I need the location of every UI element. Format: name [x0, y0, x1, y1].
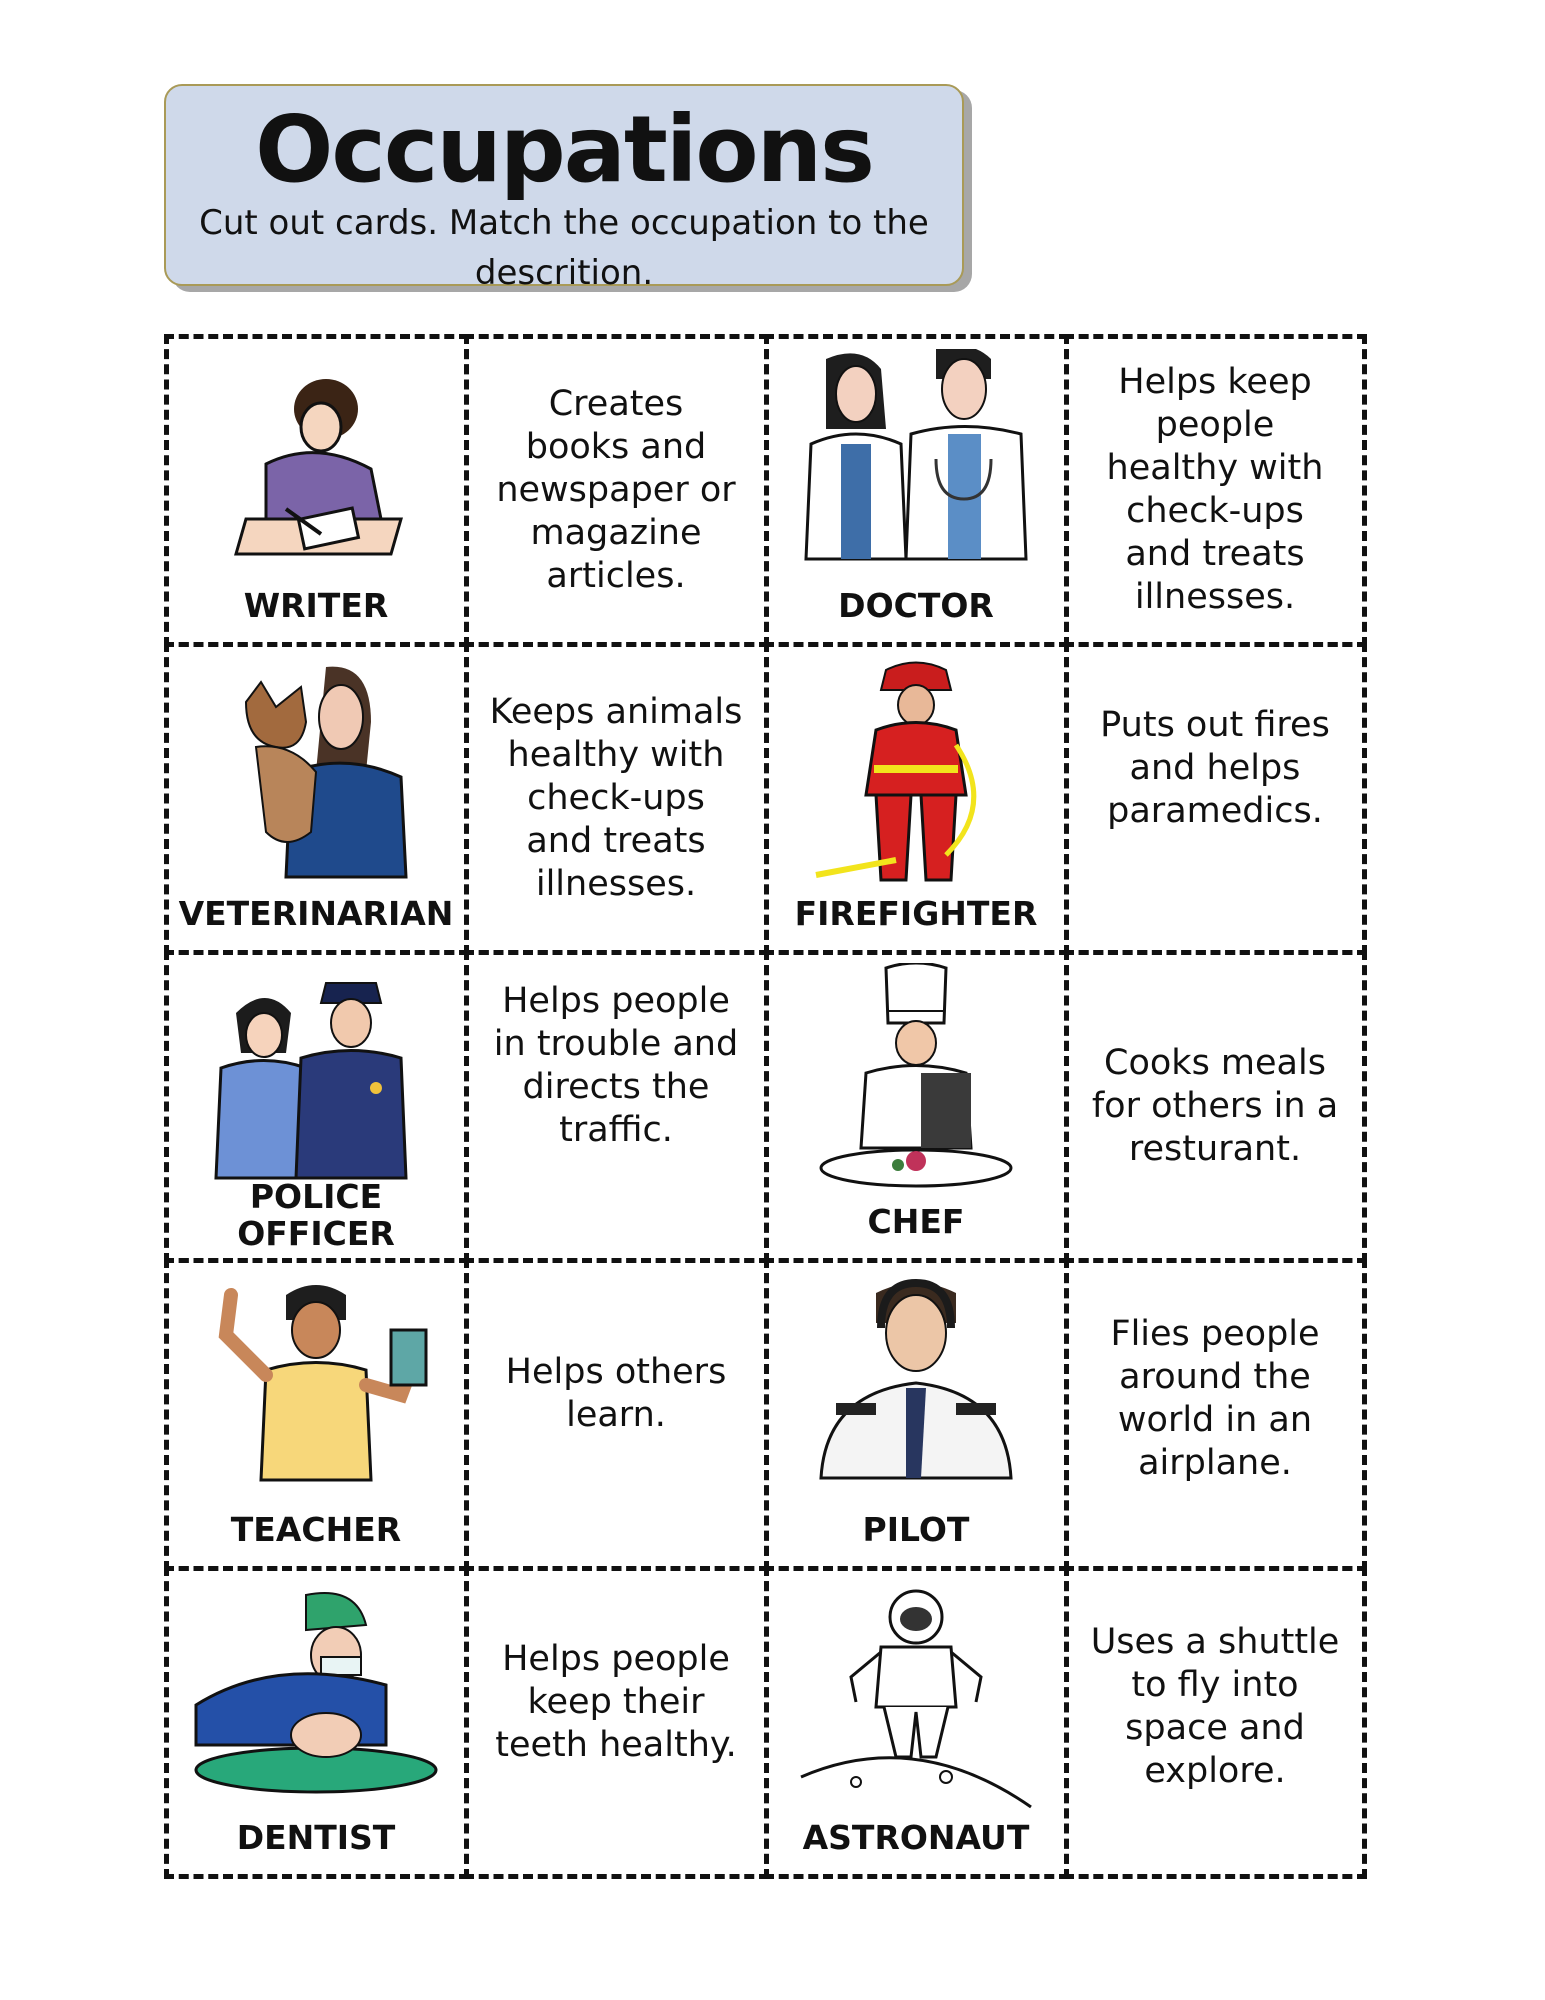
- occupation-label: CHEF: [867, 1201, 965, 1241]
- description-text: Cooks meals for others in a resturant.: [1091, 1042, 1339, 1169]
- description-text: Helps others learn.: [505, 1352, 727, 1435]
- page-title: Occupations: [255, 96, 873, 203]
- veterinarian-icon: [206, 662, 426, 882]
- description-card[interactable]: [1064, 642, 1367, 955]
- occupation-card[interactable]: [764, 334, 1069, 647]
- occupation-label: ASTRONAUT: [802, 1817, 1030, 1857]
- occupation-card[interactable]: [764, 950, 1069, 1263]
- occupation-label: DENTIST: [236, 1817, 396, 1857]
- description-card[interactable]: [1064, 1258, 1367, 1571]
- doctors-icon: [786, 349, 1046, 569]
- description-text: Puts out fires and helps paramedics.: [1100, 704, 1330, 831]
- card-grid: [166, 336, 1364, 1876]
- occupation-card[interactable]: [764, 642, 1069, 955]
- description-text: Helps people in trouble and directs the traffic.: [493, 981, 739, 1150]
- astronaut-icon: [796, 1577, 1036, 1817]
- description-card[interactable]: [464, 1566, 769, 1879]
- description-text: Helps keep people healthy with check-ups and treats illnesses.: [1106, 362, 1324, 617]
- chef-icon: [806, 963, 1026, 1203]
- description-card[interactable]: [1064, 334, 1367, 647]
- police-officers-icon: [206, 973, 426, 1183]
- page-instructions: Cut out cards. Match the occupation to the descrition.: [199, 203, 929, 293]
- pilot-icon: [796, 1273, 1036, 1493]
- occupation-card[interactable]: [764, 1566, 1069, 1879]
- occupation-label: TEACHER: [230, 1509, 402, 1549]
- occupation-card[interactable]: [164, 1258, 469, 1571]
- description-card[interactable]: [1064, 1566, 1367, 1879]
- description-card[interactable]: [464, 642, 769, 955]
- teacher-icon: [186, 1275, 446, 1495]
- description-text: Keeps animals healthy with check-ups and treats illnesses.: [489, 691, 743, 904]
- title-box: [164, 84, 964, 293]
- description-card[interactable]: [464, 950, 769, 1263]
- firefighter-icon: [806, 655, 1026, 895]
- occupation-card[interactable]: [764, 1258, 1069, 1571]
- description-text: Uses a shuttle to fly into space and explore.: [1090, 1622, 1340, 1791]
- occupation-label: FIREFIGHTER: [794, 893, 1038, 933]
- occupation-label: WRITER: [243, 585, 389, 625]
- description-text: Creates books and newspaper or magazine articles.: [496, 383, 736, 596]
- writer-icon: [206, 369, 426, 569]
- description-card[interactable]: [464, 334, 769, 647]
- occupation-label: PILOT: [862, 1509, 970, 1549]
- occupation-label: DOCTOR: [838, 585, 994, 625]
- occupation-card[interactable]: [164, 642, 469, 955]
- occupation-card[interactable]: [164, 950, 469, 1263]
- description-card[interactable]: [464, 1258, 769, 1571]
- occupation-label: VETERINARIAN: [178, 893, 454, 933]
- description-card[interactable]: [1064, 950, 1367, 1263]
- occupation-card[interactable]: [164, 1566, 469, 1879]
- dentist-icon: [186, 1585, 446, 1795]
- description-text: Helps people keep their teeth healthy.: [495, 1638, 737, 1765]
- description-text: Flies people around the world in an airplane.: [1110, 1314, 1320, 1483]
- occupation-label: POLICE OFFICER: [237, 1176, 395, 1253]
- occupation-card[interactable]: [164, 334, 469, 647]
